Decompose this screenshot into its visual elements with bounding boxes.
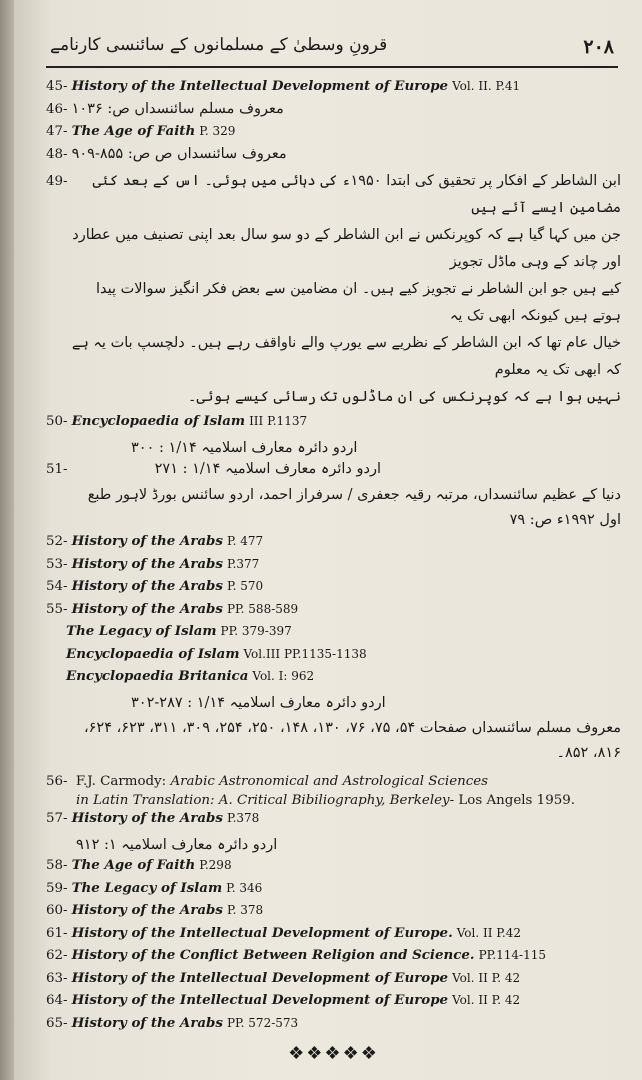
note-55-sub-2 — [46, 646, 621, 669]
note-ref: PP. 572-573 — [226, 1015, 299, 1030]
note-60 — [46, 902, 621, 925]
note-urdu-paragraph — [72, 168, 621, 411]
note-number: 55- — [46, 601, 68, 617]
note-ref: P. 329 — [199, 124, 236, 138]
note-ref: P. 477 — [226, 534, 264, 548]
note-urdu-ref: اردو دائرہ معارف اسلامیہ ۱/۱۴ : ۳۰۰ — [131, 440, 358, 456]
note-number: 63- — [46, 970, 68, 986]
note-50-urdu-ref — [46, 436, 621, 461]
note-number: 59- — [46, 880, 68, 896]
note-title: Encyclopaedia of Islam — [66, 645, 240, 662]
running-title: قرونِ وسطیٰ کے مسلمانوں کے سائنسی کارنامے — [50, 35, 388, 55]
note-ref: Vol.III PP.1135-1138 — [243, 646, 367, 661]
note-number: 58- — [46, 858, 68, 873]
note-51-urdu-line: دنیا کے عظیم سائنسداں، مرتبہ رقیہ جعفری / سرفراز احمد، اردو سائنس بورڈ لاہور طبع اول ۱۹۹۲ء ص: ۷۹ — [87, 487, 621, 528]
note-title: The Age of Faith — [71, 857, 196, 873]
note-58 — [46, 857, 621, 880]
note-urdu-text: معروف سائنسداں ص ص: ۸۵۵-۹۰۹ — [71, 145, 287, 162]
note-number: 49- — [46, 174, 68, 189]
binding-gutter — [0, 0, 14, 1080]
note-urdu-ref: اردو دائرہ معارف اسلامیہ ۱/۱۴ : ۲۷۱ — [154, 460, 381, 477]
note-title: History of the Arabs — [71, 902, 223, 918]
note-ref: Vol. II. P.41 — [452, 79, 521, 93]
note-55-sub-1 — [46, 623, 621, 646]
note-title: History of the Arabs — [71, 600, 223, 617]
note-number: 50- — [46, 414, 68, 429]
note-63 — [46, 970, 621, 993]
note-61 — [46, 925, 621, 948]
note-62 — [46, 947, 621, 970]
note-ref: Vol. I: 962 — [252, 669, 315, 683]
note-55-urdu-line-3: ۸۱۶، ۸۵۲۔ — [556, 744, 621, 761]
note-number: 52- — [46, 534, 68, 549]
note-49 — [46, 168, 621, 413]
note-number: 45- — [46, 79, 68, 94]
note-55-urdu-ref — [46, 691, 621, 716]
note-number: 60- — [46, 903, 68, 918]
note-ref: PP.114-115 — [478, 948, 547, 962]
note-65 — [46, 1015, 621, 1038]
note-number: 65- — [46, 1015, 68, 1031]
note-52 — [46, 533, 621, 556]
note-title: Encyclopaedia Britanica — [66, 668, 249, 684]
note-number: 56- — [46, 773, 68, 789]
note-55 — [46, 601, 621, 624]
note-urdu-line: جن میں کہا گیا ہے کہ کوپرنکس نے ابن الشاطر کے دو سو سال بعد اپنی تصنیف میں عطارد اور چاند کے وہی ماڈل تجویز — [72, 227, 621, 270]
note-45 — [46, 78, 621, 101]
note-ref: PP. 379-397 — [220, 624, 292, 638]
note-56 — [46, 772, 621, 810]
note-ref: P.298 — [199, 858, 232, 872]
note-title: History of the Conflict Between Religion and Science. — [71, 947, 475, 963]
note-number: 64- — [46, 993, 68, 1008]
note-title: History of the Intellectual Development of Europe — [71, 78, 449, 94]
note-number: 57- — [46, 810, 68, 826]
note-ref: PP. 588-589 — [226, 601, 299, 616]
note-title: The Legacy of Islam — [71, 879, 223, 896]
note-title: The Age of Faith — [71, 123, 196, 139]
note-title: Encyclopaedia of Islam — [71, 413, 246, 429]
note-50 — [46, 413, 621, 436]
note-title-cont: in Latin Translation: A. Critical Bibiliography, Berkeley — [76, 792, 450, 808]
page-header — [46, 30, 618, 68]
note-46 — [46, 101, 621, 124]
end-ornament: ❖❖❖❖❖ — [288, 1043, 379, 1064]
note-ref: P.377 — [226, 556, 260, 571]
note-urdu-line: ابن الشاطر کے افکار پر تحقیق کی ابتدا ۱۹۵۰ء کی دہائی میں ہوئی۔ اس کے بعد کئی مضامین ایسے آئے ہیں — [92, 173, 621, 216]
note-number: 53- — [46, 556, 68, 572]
note-ref: Vol. II P.42 — [456, 925, 522, 940]
note-title: History of the Arabs — [71, 578, 223, 594]
note-title: History of the Intellectual Development of Europe. — [71, 924, 453, 941]
note-urdu-ref: اردو دائرہ معارف اسلامیہ ۱/۱۴ : ۲۸۷-۳۰۲ — [131, 695, 386, 711]
note-title: History of the Arabs — [71, 533, 223, 549]
note-title: History of the Arabs — [71, 555, 223, 572]
note-51 — [46, 461, 381, 484]
note-place: - Los Angels 1959. — [449, 792, 576, 808]
note-ref: P. 378 — [226, 903, 264, 917]
note-ref: III P.1137 — [249, 414, 308, 428]
note-number: 51- — [46, 461, 68, 477]
note-number: 47- — [46, 124, 68, 139]
note-urdu-text: معروف مسلم سائنسداں ص: ۱۰۳۶ — [71, 100, 284, 117]
note-number: 46- — [46, 101, 68, 117]
note-number: 48- — [46, 146, 68, 162]
note-55-sub-3 — [46, 668, 621, 691]
note-54 — [46, 578, 621, 601]
note-urdu-line: خیال عام تھا کہ ابن الشاطر کے نظریے سے یورپ والے ناواقف رہے ہیں۔ دلچسپ بات یہ ہے کہ ابھی تک یہ معلوم — [71, 335, 621, 378]
note-title: Arabic Astronomical and Astrological Sciences — [170, 773, 489, 789]
note-author: F.J. Carmody: — [75, 773, 167, 789]
note-title: The Legacy of Islam — [66, 623, 217, 639]
note-title: History of the Intellectual Development of Europe — [71, 969, 449, 986]
note-number: 54- — [46, 579, 68, 594]
note-47 — [46, 123, 621, 146]
note-ref: Vol. II P. 42 — [452, 970, 521, 985]
note-ref: P. 346 — [226, 880, 263, 895]
note-number: 62- — [46, 948, 68, 963]
note-ref: Vol. II P. 42 — [452, 993, 521, 1007]
note-number: 61- — [46, 925, 68, 941]
note-urdu-line: کیے ہیں جو ابن الشاطر نے تجویز کیے ہیں۔ ان مضامین سے بعض فکر انگیز سوالات پیدا ہوتے ہیں کیونکہ ابھی تک یہ — [95, 281, 621, 324]
note-64 — [46, 992, 621, 1015]
note-57-urdu-ref — [46, 832, 621, 857]
note-48 — [46, 146, 621, 169]
note-urdu-line: نہیں ہوا ہے کہ کوپرنکس کی ان ماڈلوں تک رسائی کیسے ہوئی۔ — [187, 389, 621, 405]
book-page — [14, 0, 642, 1080]
page-number: ۲۰۸ — [583, 36, 614, 58]
note-title: History of the Intellectual Development of Europe — [71, 992, 449, 1008]
note-title: History of the Arabs — [71, 1014, 223, 1031]
note-57 — [46, 810, 621, 833]
note-ref: P. 570 — [226, 579, 264, 593]
note-53 — [46, 556, 621, 579]
note-ref: P.378 — [226, 810, 260, 825]
note-urdu-ref: اردو دائرہ معارف اسلامیہ ۱: ۹۱۲ — [76, 836, 278, 853]
note-55-urdu-line-2: معروف مسلم سائنسداں صفحات ۵۴، ۷۵، ۷۶، ۱۳۰، ۱۴۸، ۲۵۰، ۲۵۴، ۳۰۹، ۳۱۱، ۶۲۳، ۶۲۴، — [83, 719, 621, 736]
note-title: History of the Arabs — [71, 809, 223, 826]
endnotes-list — [46, 78, 621, 1064]
note-59 — [46, 880, 621, 903]
